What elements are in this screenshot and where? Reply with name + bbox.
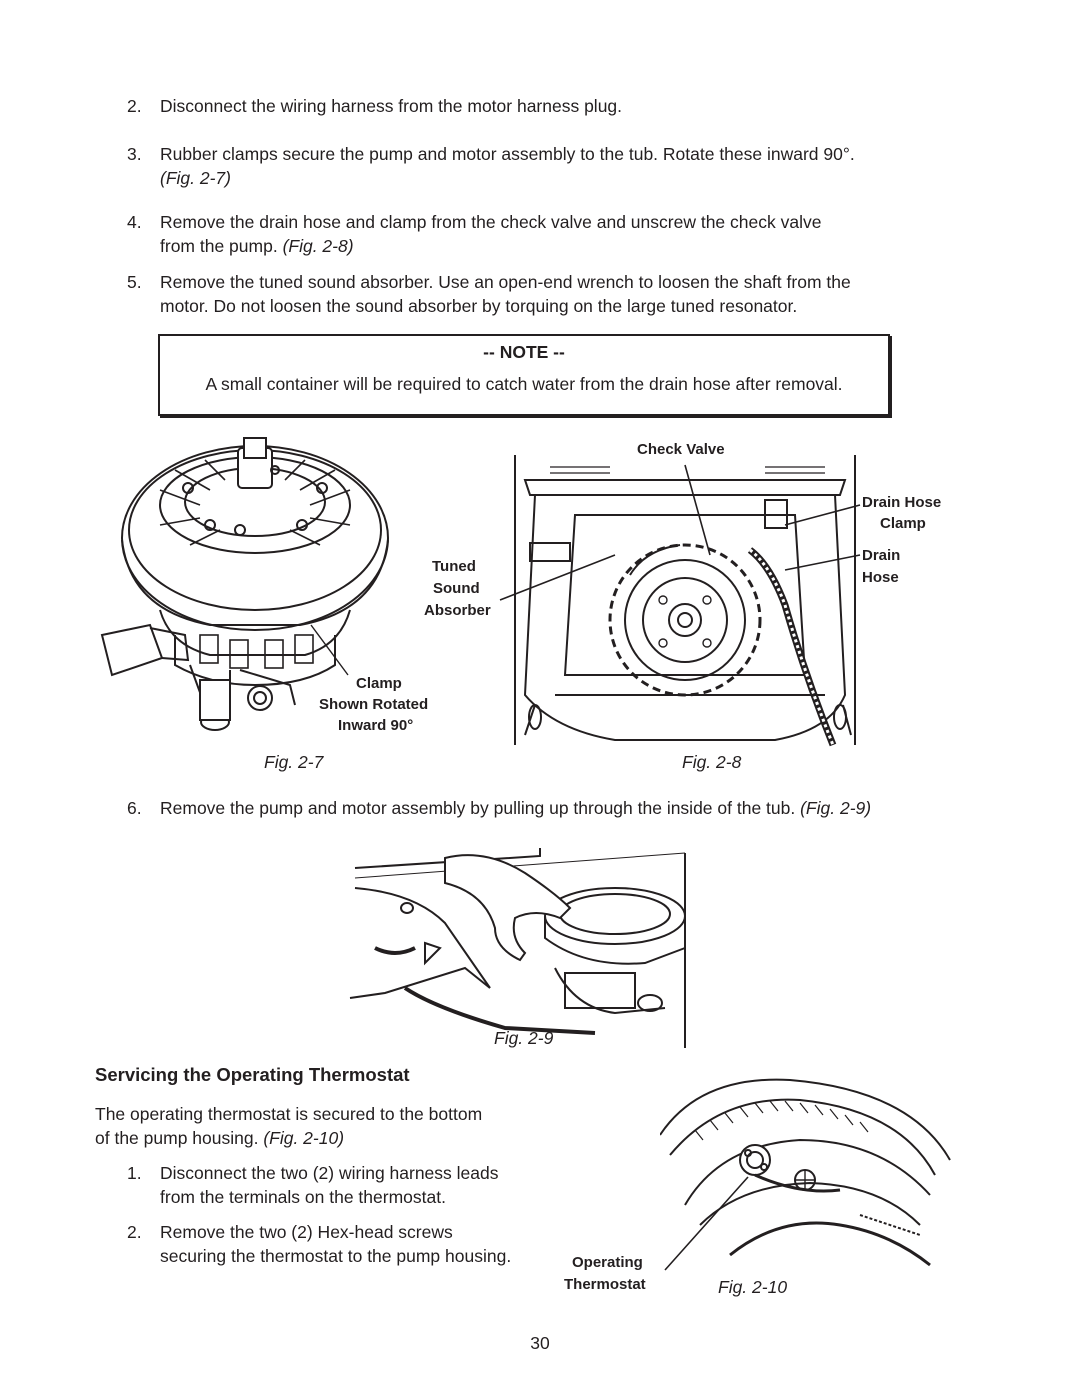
- label-operating: Operating: [572, 1254, 643, 1271]
- step-text-line2: from the pump. (Fig. 2-8): [160, 236, 354, 256]
- pump-removal-illustration: [345, 848, 690, 1048]
- label-check-valve: Check Valve: [637, 441, 725, 458]
- fig-2-9-caption: Fig. 2-9: [494, 1028, 554, 1048]
- section-heading: Servicing the Operating Thermostat: [95, 1064, 410, 1085]
- label-shown-rotated: Shown Rotated: [319, 696, 429, 713]
- step-text: Disconnect the wiring harness from the motor harness plug.: [160, 96, 623, 116]
- thermostat-illustration: [660, 1075, 960, 1275]
- step-number: 2.: [127, 96, 142, 116]
- label-tuned: Tuned: [432, 558, 476, 575]
- substep-2-number: 2.: [127, 1222, 142, 1242]
- substep-1-line1: Disconnect the two (2) wiring harness leads: [160, 1163, 499, 1183]
- step-text: Remove the pump and motor assembly by pulling up through the inside of the tub. (Fig. 2-9): [160, 798, 872, 818]
- figure-reference: (Fig. 2-10): [263, 1128, 345, 1148]
- page-number: 30: [530, 1333, 550, 1353]
- note-text: A small container will be required to catch water from the drain hose after removal.: [205, 374, 843, 394]
- label-drain-hose: Drain Hose: [862, 494, 942, 511]
- label-clamp: Clamp: [356, 675, 402, 692]
- fig-2-7-caption: Fig. 2-7: [264, 752, 324, 772]
- step-number: 5.: [127, 272, 142, 292]
- step-number: 6.: [127, 798, 142, 818]
- label-absorber: Absorber: [424, 602, 491, 619]
- substep-2-line1: Remove the two (2) Hex-head screws: [160, 1222, 453, 1242]
- substep-1-line2: from the terminals on the thermostat.: [160, 1187, 446, 1207]
- label-inward-90: Inward 90°: [338, 717, 414, 734]
- step-number: 4.: [127, 212, 142, 232]
- label-drain: Drain: [862, 547, 901, 564]
- substep-2-line2: securing the thermostat to the pump housing.: [160, 1246, 512, 1266]
- fig-2-10-caption: Fig. 2-10: [718, 1277, 788, 1297]
- step-text: Remove the drain hose and clamp from the check valve and unscrew the check valve: [160, 212, 822, 232]
- label-hose: Hose: [862, 569, 899, 586]
- figure-reference: (Fig. 2-9): [800, 798, 872, 818]
- label-thermostat: Thermostat: [564, 1276, 646, 1293]
- step-number: 3.: [127, 144, 142, 164]
- figure-reference: (Fig. 2-7): [160, 168, 231, 188]
- tub-bottom-illustration: [495, 455, 870, 755]
- section-intro-line1: The operating thermostat is secured to the bottom: [95, 1104, 483, 1124]
- substep-1-number: 1.: [127, 1163, 142, 1183]
- step-text-line2: motor. Do not loosen the sound absorber by torquing on the large tuned resonator.: [160, 296, 798, 316]
- note-title: -- NOTE --: [483, 342, 565, 362]
- label-drain-hose-clamp: Clamp: [880, 515, 926, 532]
- section-intro-line2: of the pump housing. (Fig. 2-10): [95, 1128, 345, 1148]
- step-text: Remove the tuned sound absorber. Use an open-end wrench to loosen the shaft from the: [160, 272, 851, 292]
- step-text: Rubber clamps secure the pump and motor assembly to the tub. Rotate these inward 90°.: [160, 144, 855, 164]
- fig-2-8-caption: Fig. 2-8: [682, 752, 742, 772]
- label-sound: Sound: [433, 580, 480, 597]
- figure-reference: (Fig. 2-8): [282, 236, 354, 256]
- note-box: [158, 334, 890, 416]
